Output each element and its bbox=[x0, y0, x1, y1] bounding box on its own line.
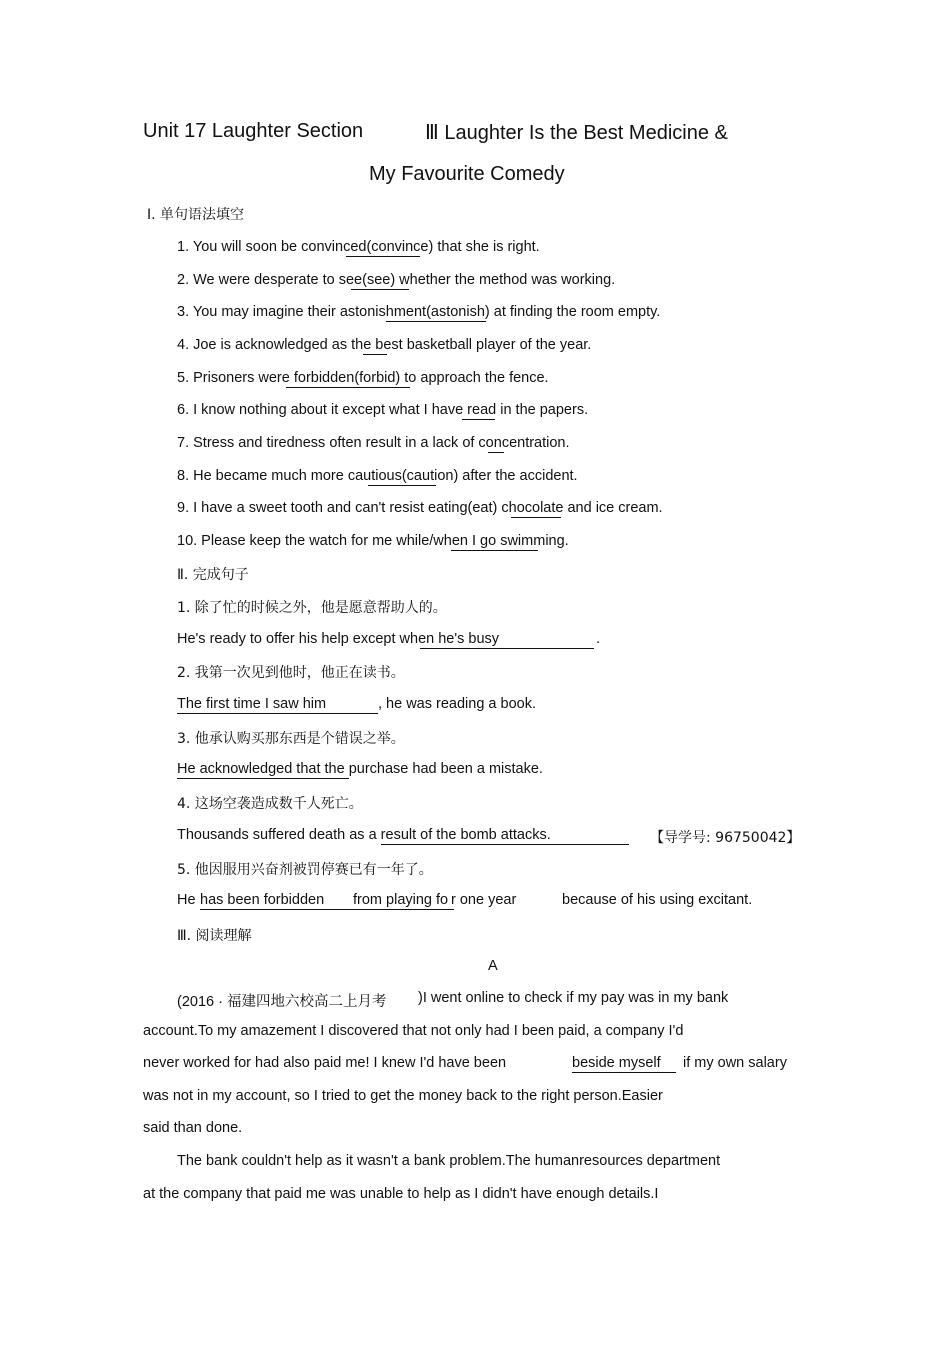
blank-underline bbox=[488, 452, 504, 453]
s2-q3-answer: He acknowledged that the bbox=[177, 761, 345, 777]
blank-underline bbox=[451, 550, 538, 551]
phrase-underline bbox=[572, 1072, 676, 1073]
passage-label: A bbox=[488, 958, 498, 974]
s2-q4-chinese: 4. 这场空袭造成数千人死亡。 bbox=[177, 796, 363, 812]
blank-underline bbox=[200, 909, 454, 910]
s2-q4-prefix: Thousands suffered death as a bbox=[177, 827, 377, 843]
s2-q3-english bbox=[177, 761, 543, 777]
s2-q5-mid: r one year bbox=[451, 892, 517, 908]
blank-underline bbox=[381, 844, 629, 845]
p1-line1-source: (2016 · 福建四地六校高二上月考 bbox=[177, 994, 387, 1010]
s1-item-1: 1. You will soon be convinced(convince) that she is right. bbox=[177, 239, 540, 255]
s2-q3-rest: purchase had been a mistake. bbox=[344, 761, 543, 777]
section1-heading: Ⅰ. 单句语法填空 bbox=[147, 207, 245, 223]
s2-q5-rest: because of his using excitant. bbox=[562, 892, 753, 908]
s2-q5-answer-a: has been forbidden bbox=[200, 892, 325, 908]
s2-q2-chinese: 2. 我第一次见到他时，他正在读书。 bbox=[177, 665, 405, 681]
s2-q5-answer-b: from playing fo bbox=[353, 892, 449, 908]
title-line2: My Favourite Comedy bbox=[369, 163, 565, 185]
blank-underline bbox=[420, 648, 594, 649]
p2-line1: The bank couldn't help as it wasn't a bank problem.The humanresources department bbox=[177, 1153, 721, 1169]
s2-q5-prefix: He bbox=[177, 892, 196, 908]
blank-underline bbox=[386, 321, 486, 322]
blank-underline bbox=[351, 289, 409, 290]
p1-line1-rest: )I went online to check if my pay was in my bank bbox=[418, 990, 729, 1006]
s2-q4-ref-number: 【导学号: 96750042】 bbox=[650, 830, 801, 846]
s1-item-4: 4. Joe is acknowledged as the best basketball player of the year. bbox=[177, 337, 592, 353]
s2-q1-chinese: 1. 除了忙的时候之外，他是愿意帮助人的。 bbox=[177, 600, 447, 616]
s1-item-9: 9. I have a sweet tooth and can't resist eating(eat) chocolate and ice cream. bbox=[177, 500, 663, 516]
s2-q2-rest: , he was reading a book. bbox=[378, 696, 536, 712]
s2-q1-prefix: He's ready to offer his help except w bbox=[177, 631, 411, 647]
s2-q1-english bbox=[177, 631, 499, 647]
s2-q3-chinese: 3. 他承认购买那东西是个错误之举。 bbox=[177, 731, 405, 747]
s1-item-3: 3. You may imagine their astonishment(astonish) at finding the room empty. bbox=[177, 304, 661, 320]
s2-q1-end: . bbox=[596, 631, 601, 647]
title-line1-right: Ⅲ Laughter Is the Best Medicine & bbox=[425, 122, 728, 144]
section3-heading: Ⅲ. 阅读理解 bbox=[177, 928, 252, 944]
blank-underline bbox=[462, 419, 495, 420]
p1-line2: account.To my amazement I discovered that not only had I been paid, a company I'd bbox=[143, 1023, 684, 1039]
p1-line3-b: if my own salary bbox=[683, 1055, 787, 1071]
p1-line3-a: never worked for had also paid me! I knew I'd have been bbox=[143, 1055, 507, 1071]
title-line1-left: Unit 17 Laughter Section bbox=[143, 120, 364, 142]
blank-underline bbox=[177, 713, 378, 714]
blank-underline bbox=[177, 778, 349, 779]
s2-q4-english bbox=[177, 827, 551, 843]
s1-item-8: 8. He became much more cautious(caution) after the accident. bbox=[177, 468, 578, 484]
blank-underline bbox=[511, 517, 561, 518]
s2-q5-chinese: 5. 他因服用兴奋剂被罚停赛已有一年了。 bbox=[177, 862, 433, 878]
p1-line5: said than done. bbox=[143, 1120, 243, 1136]
s1-item-7: 7. Stress and tiredness often result in a lack of concentration. bbox=[177, 435, 570, 451]
s2-q2-answer: The first time I saw him bbox=[177, 696, 327, 712]
section2-heading: Ⅱ. 完成句子 bbox=[177, 567, 249, 583]
s1-item-5: 5. Prisoners were forbidden(forbid) to approach the fence. bbox=[177, 370, 549, 386]
p1-line3-underlined: beside myself bbox=[572, 1055, 661, 1071]
s2-q4-answer: result of the bomb attacks. bbox=[376, 827, 551, 843]
blank-underline bbox=[363, 354, 387, 355]
blank-underline bbox=[368, 485, 436, 486]
p2-line2: at the company that paid me was unable to help as I didn't have enough details.I bbox=[143, 1186, 659, 1202]
s2-q1-answer: hen he's busy bbox=[410, 631, 500, 647]
s1-item-10: 10. Please keep the watch for me while/when I go swimming. bbox=[177, 533, 569, 549]
p1-line4: was not in my account, so I tried to get the money back to the right person.Easier bbox=[143, 1088, 663, 1104]
s1-item-2: 2. We were desperate to see(see) whether the method was working. bbox=[177, 272, 616, 288]
blank-underline bbox=[346, 256, 420, 257]
blank-underline bbox=[286, 387, 410, 388]
s1-item-6: 6. I know nothing about it except what I have read in the papers. bbox=[177, 402, 589, 418]
